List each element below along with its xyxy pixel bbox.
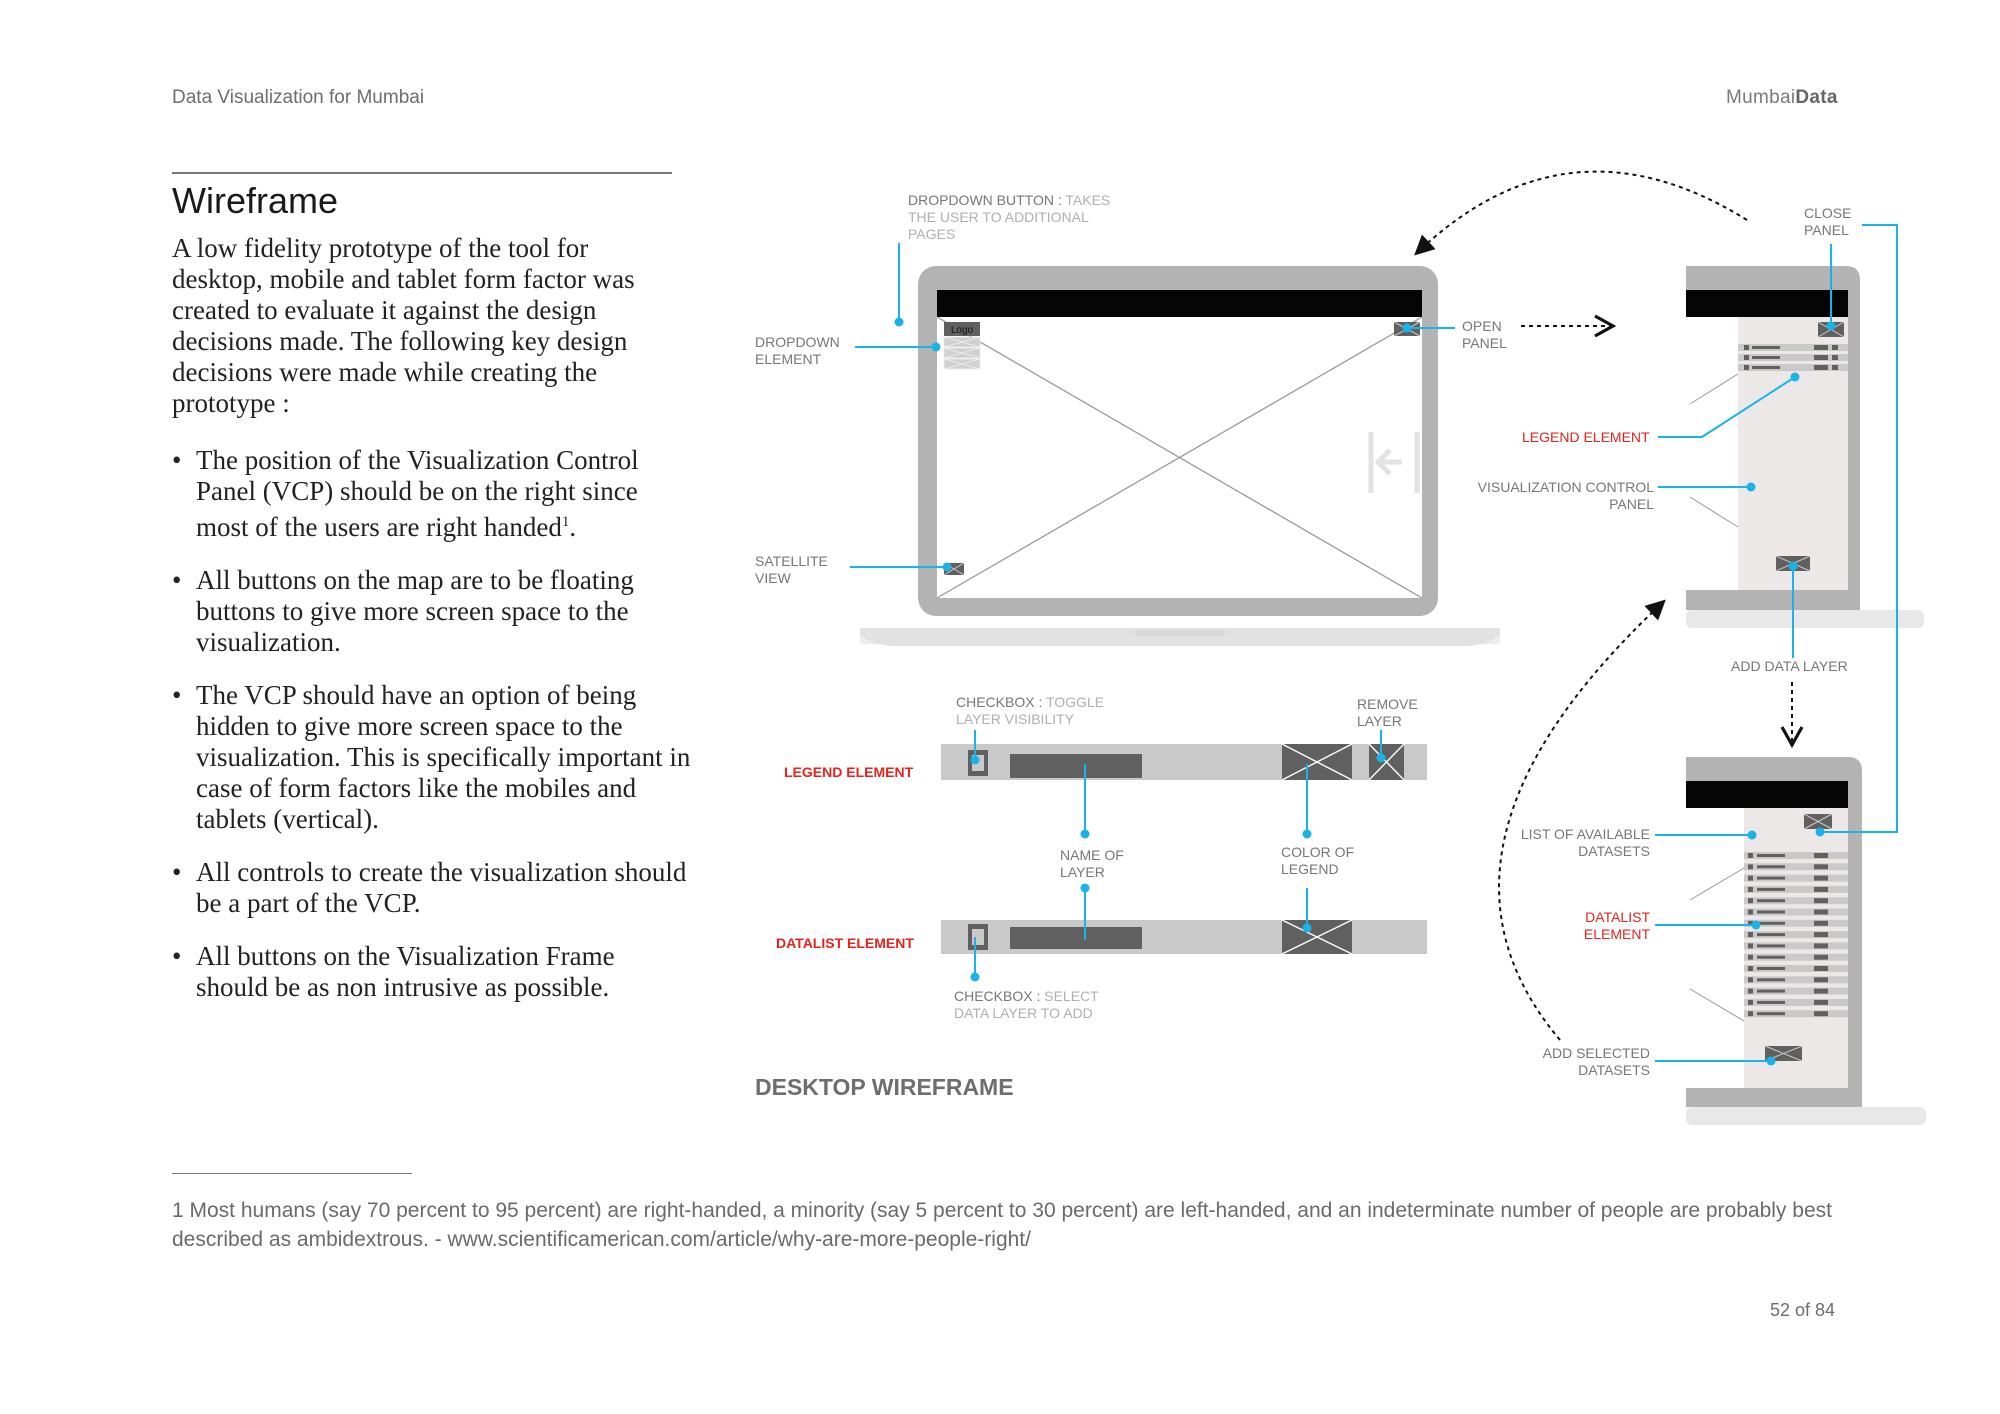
label-datalist-element-tablet: DATALIST ELEMENT (1583, 909, 1650, 942)
label-visualization-control-panel: VISUALIZATION CONTROL PANEL (1477, 479, 1654, 512)
footnote-ref[interactable]: 1 (561, 514, 570, 530)
tablet-vcp-wireframe (1686, 266, 1924, 628)
footnote-text: 1 Most humans (say 70 percent to 95 percent) are right-handed, a minority (say 5 percent to 30 percent) are left-handed, and an indeterminate number of people are probably best described as ambidextrous. - www.scientificamerican.com/article/why-are-more-people-right/ (172, 1199, 1832, 1251)
document-header-title: Data Visualization for Mumbai (172, 87, 425, 108)
label-checkbox-toggle: CHECKBOX : TOGGLE LAYER VISIBILITY (956, 694, 1105, 727)
page-number: 52 of 84 (1770, 1300, 1836, 1320)
label-color-of-legend: COLOR OF LEGEND (1281, 844, 1355, 877)
label-legend-element-vcp: LEGEND ELEMENT (1522, 429, 1650, 445)
label-dropdown-button: DROPDOWN BUTTON : TAKES THE USER TO ADDITIONAL PAGES (908, 192, 1111, 242)
label-satellite-view: SATELLITE VIEW (755, 553, 828, 586)
logo-text: Logo (950, 325, 974, 336)
label-legend-element-row: LEGEND ELEMENT (784, 764, 914, 780)
tablet-datalist-wireframe (1686, 757, 1926, 1125)
brand-light: Mumbai (1726, 87, 1796, 108)
bullet-item: • All buttons on the Visualization Frame should be as non intrusive as possible. (172, 941, 692, 1003)
bullet-item: • All buttons on the map are to be floating buttons to give more screen space to the visualization. (172, 565, 692, 658)
bullet-item: • All controls to create the visualization should be a part of the VCP. (172, 857, 692, 919)
datalist-rows (1744, 852, 1848, 1017)
footnote-divider (172, 1173, 412, 1174)
label-name-of-layer: NAME OF LAYER (1060, 847, 1124, 880)
bullet-item: • The VCP should have an option of being hidden to give more screen space to the visualization. This is specifically important in case of form factors like the mobiles and tablets (vertical). (172, 680, 692, 835)
label-datalist-element-row: DATALIST ELEMENT (776, 935, 914, 951)
intro-paragraph: A low fidelity prototype of the tool for desktop, mobile and tablet form factor was created to evaluate it against the design decisions made. The following key design decisions were made while creating the prototype : (172, 233, 635, 418)
legend-rows (1738, 344, 1848, 371)
label-open-panel: OPEN PANEL (1462, 318, 1507, 351)
label-close-panel: CLOSE PANEL (1804, 205, 1852, 238)
label-checkbox-select: CHECKBOX : SELECT DATA LAYER TO ADD (954, 988, 1099, 1021)
brand-bold: Data (1795, 87, 1838, 108)
label-remove-layer: REMOVE LAYER (1357, 696, 1418, 729)
legend-element-detail (941, 744, 1427, 780)
bullet-item: • The position of the Visualization Control Panel (VCP) should be on the right since most of the users are right handed$^1$. (172, 445, 692, 543)
section-title: Wireframe (172, 180, 339, 221)
laptop-wireframe (860, 266, 1500, 646)
label-dropdown-element: DROPDOWN ELEMENT (755, 334, 840, 367)
diagram-caption: DESKTOP WIREFRAME (755, 1074, 1014, 1100)
label-list-available-datasets: LIST OF AVAILABLE DATASETS (1520, 826, 1650, 859)
label-add-selected-datasets: ADD SELECTED DATASETS (1542, 1045, 1650, 1078)
datalist-element-detail (941, 920, 1427, 954)
label-add-data-layer: ADD DATA LAYER (1731, 658, 1848, 674)
